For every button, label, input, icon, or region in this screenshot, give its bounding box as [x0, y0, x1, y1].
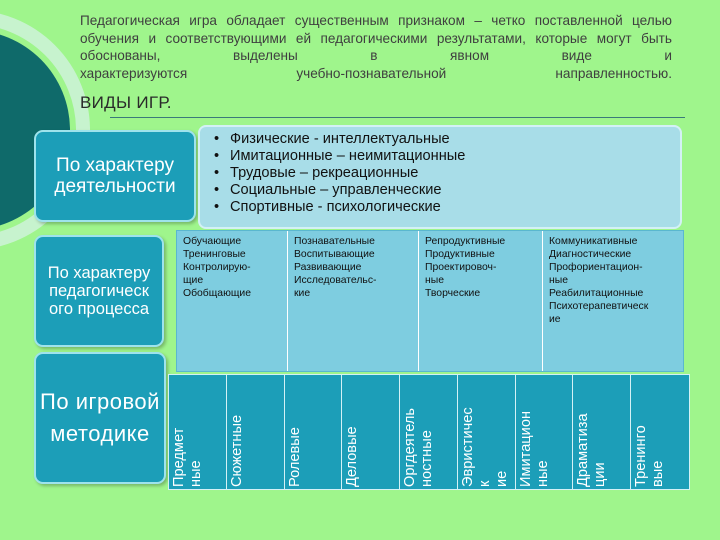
- method-cell: [227, 375, 285, 489]
- activity-list-panel: [198, 125, 682, 229]
- method-cell: [342, 375, 400, 489]
- process-column: [177, 231, 288, 371]
- method-label: Эвристичес к ие: [459, 407, 510, 487]
- method-label: Сюжетные: [228, 414, 245, 487]
- activity-item: • Трудовые – рекреационные: [230, 165, 680, 182]
- process-cell: кие: [294, 288, 311, 299]
- process-cell: Обобщающие: [183, 288, 252, 299]
- intro-line-2: обучения и соответствующими ей педагогическими результатами, которые могут быть: [80, 30, 672, 46]
- process-table: [176, 230, 684, 372]
- types-title: ВИДЫ ИГР.: [80, 93, 172, 112]
- intro-line-4: характеризуются учебно-познавательной направленностью.: [80, 65, 672, 81]
- process-cell: Реабилитационные: [549, 288, 644, 299]
- process-cell: Творческие: [425, 288, 481, 299]
- process-cell: ные: [425, 275, 444, 286]
- process-cell: Коммуникативные: [549, 236, 638, 247]
- method-cell: [285, 375, 343, 489]
- intro-text: [80, 12, 672, 82]
- process-cell: ные: [549, 275, 568, 286]
- method-cell: [631, 375, 689, 489]
- intro-line-1: Педагогическая игра обладает существенным признаком – четко поставленной целью: [80, 13, 672, 28]
- method-cell: [458, 375, 516, 489]
- method-label: Имитацион ные: [517, 411, 551, 487]
- category-process: По характеру педагогическ ого процесса: [34, 235, 164, 347]
- method-cell: [169, 375, 227, 489]
- method-label: Деловые: [344, 426, 361, 487]
- process-cell: Профориентацион-: [549, 262, 643, 273]
- process-cell: Проектировоч-: [425, 262, 497, 273]
- title-divider: [110, 117, 685, 118]
- process-cell: Продуктивные: [425, 249, 495, 260]
- activity-list: [200, 127, 680, 216]
- method-label: Предмет ные: [171, 427, 204, 487]
- process-cell: Исследовательс-: [294, 275, 377, 286]
- process-cell: Развивающие: [294, 262, 362, 273]
- process-cell: щие: [183, 275, 204, 286]
- intro-line-3: обоснованы, выделены в явном виде и: [80, 48, 672, 63]
- method-types-row: [168, 374, 690, 490]
- process-cell: Воспитывающие: [294, 249, 375, 260]
- method-cell: [516, 375, 574, 489]
- process-cell: Тренинговые: [183, 249, 246, 260]
- method-label: Драматиза ции: [575, 413, 609, 487]
- process-cell: Диагностические: [549, 249, 632, 260]
- activity-item: • Спортивные - психологические: [230, 199, 680, 216]
- method-label: Тренинго вые: [633, 425, 667, 487]
- activity-item: • Физические - интеллектуальные: [230, 131, 680, 148]
- process-cell: Психотерапевтическ: [549, 301, 649, 312]
- process-cell: ие: [549, 314, 561, 325]
- activity-item: • Социальные – управленческие: [230, 182, 680, 199]
- process-cell: Обучающие: [183, 236, 242, 247]
- process-cell: Контролирую-: [183, 262, 251, 273]
- activity-item: • Имитационные – неимитационные: [230, 148, 680, 165]
- process-column: [288, 231, 419, 371]
- category-activity: По характеру деятельности: [34, 130, 196, 222]
- method-cell: [573, 375, 631, 489]
- method-label: Оргдеятель ностные: [402, 408, 436, 487]
- process-cell: Репродуктивные: [425, 236, 506, 247]
- category-method: По игровой методике: [34, 352, 166, 484]
- method-cell: [400, 375, 458, 489]
- method-label: Ролевые: [286, 427, 303, 487]
- process-column: [543, 231, 683, 371]
- process-column: [419, 231, 543, 371]
- process-cell: Познавательные: [294, 236, 375, 247]
